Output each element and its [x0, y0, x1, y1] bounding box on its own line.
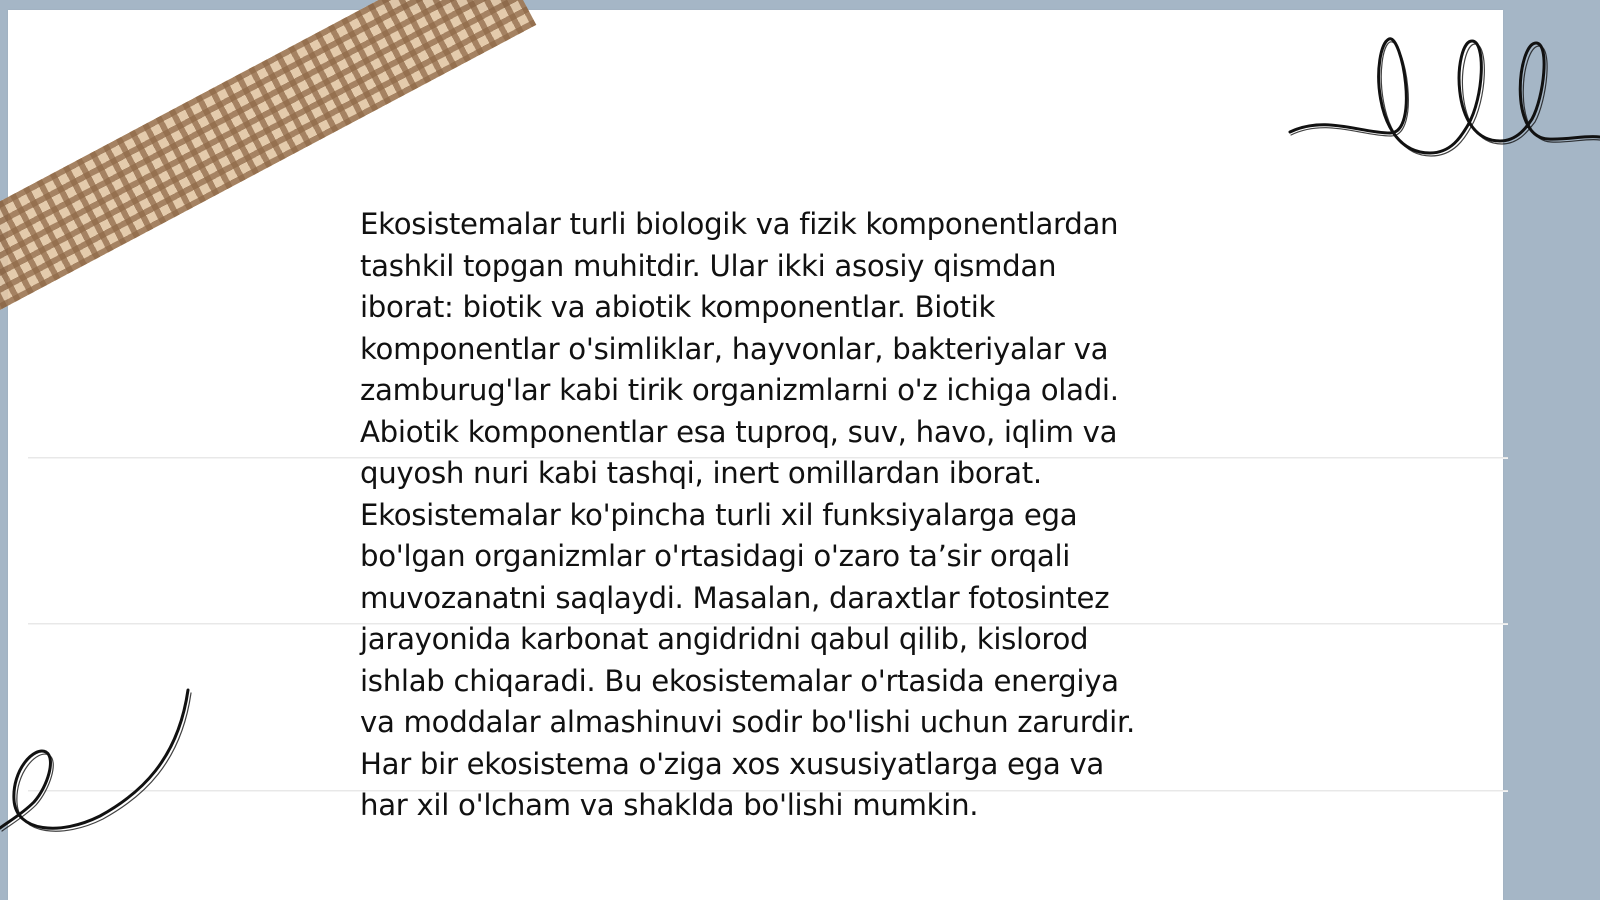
- bottom-left-squiggle-decoration: [0, 690, 200, 850]
- top-right-squiggle-decoration: [1290, 25, 1600, 165]
- body-paragraph: Ekosistemalar turli biologik va fizik komponentlardan tashkil topgan muhitdir. Ular ikki asosiy qismdan iborat: biotik va abiotik komponentlar. Biotik komponentlar o'simliklar, hayvonlar, bakteriyalar va zamburug'lar kabi tirik organizmlarni o'z ichiga oladi. Abiotik komponentlar esa tuproq, suv, havo, iqlim va quyosh nuri kabi tashqi, inert omillardan iborat. Ekosistemalar ko'pincha turli xil funksiyalarga ega bo'lgan organizmlar o'rtasidagi o'zaro ta’sir orqali muvozanatni saqlaydi. Masalan, daraxtlar fotosintez jarayonida karbonat angidridni qabul qilib, kislorod ishlab chiqaradi. Bu ekosistemalar o'rtasida energiya va moddalar almashinuvi sodir bo'lishi uchun zarurdir. Har bir ekosistema o'ziga xos xususiyatlarga ega va har xil o'lcham va shaklda bo'lishi mumkin.: [360, 207, 1135, 822]
